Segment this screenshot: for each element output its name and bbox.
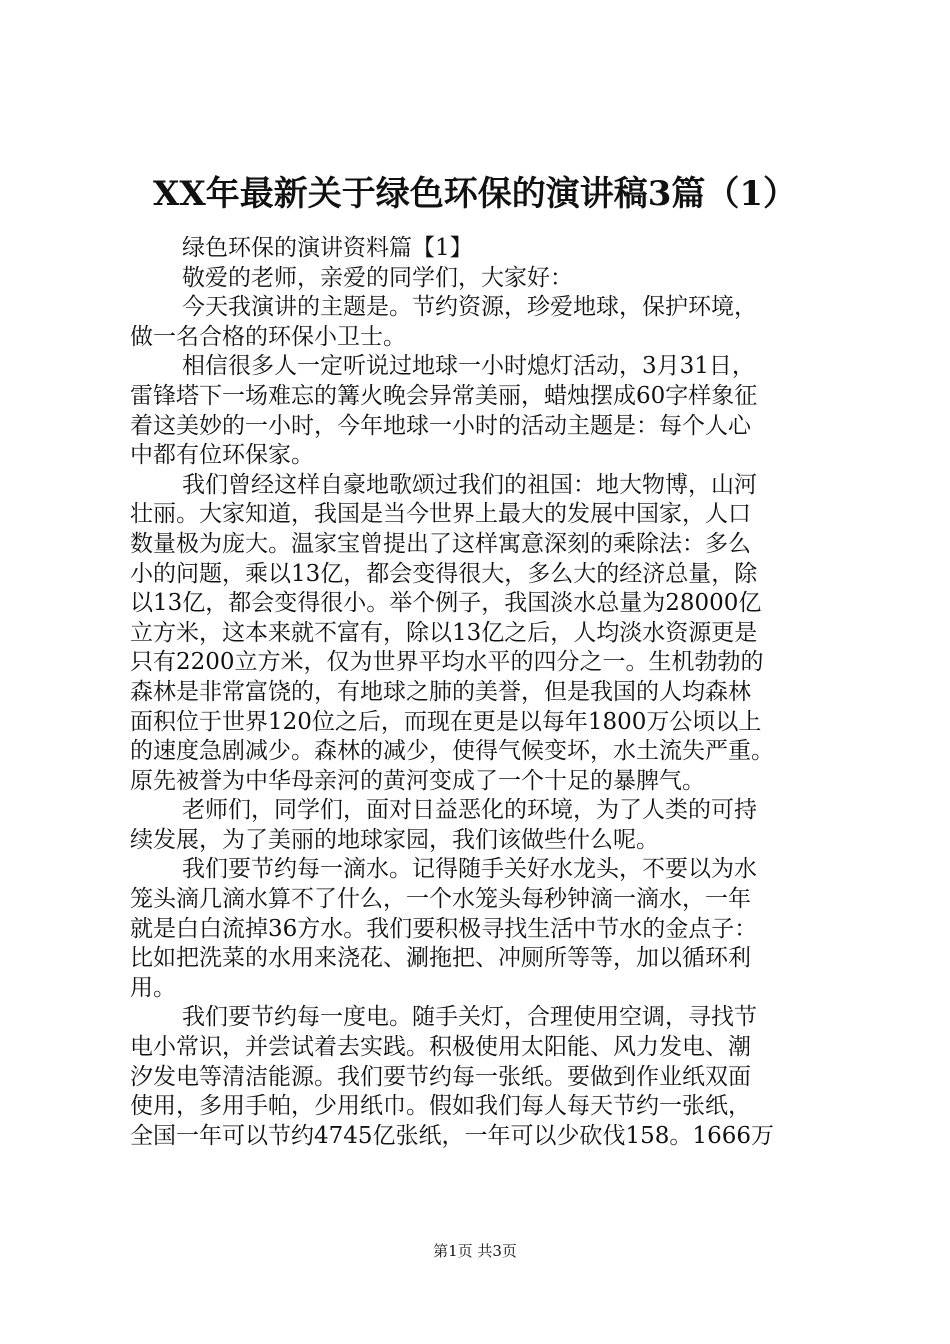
text-line: 立方米，这本来就不富有，除以13亿之后，人均淡水资源更是 (130, 619, 758, 646)
text-line: 我们要节约每一滴水。记得随手关好水龙头，不要以为水 (182, 856, 757, 883)
text-line: 数量极为庞大。温家宝曾提出了这样寓意深刻的乘除法：多么 (130, 530, 751, 557)
text-line: 壮丽。大家知道，我国是当今世界上最大的发展中国家，人口 (130, 501, 751, 528)
text-line: 电小常识，并尝试着去实践。积极使用太阳能、风力发电、潮 (130, 1034, 751, 1061)
text-line: 小的问题，乘以13亿，都会变得很大，多么大的经济总量，除 (130, 560, 758, 587)
text-line: 面积位于世界120位之后，而现在更是以每年1800万公顷以上 (130, 708, 762, 735)
text-line: 雷锋塔下一场难忘的篝火晚会异常美丽，蜡烛摆成60字样象征 (130, 382, 758, 409)
text-line: 相信很多人一定听说过地球一小时熄灯活动，3月31日， (182, 353, 755, 380)
text-line: 老师们，同学们，面对日益恶化的环境，为了人类的可持 (182, 797, 757, 824)
text-line: 中都有位环保家。 (130, 442, 314, 469)
text-line: 以13亿，都会变得很小。举个例子，我国淡水总量为28000亿 (130, 590, 762, 617)
text-line: 做一名合格的环保小卫士。 (130, 323, 406, 350)
text-line: 敬爱的老师，亲爱的同学们，大家好： (182, 264, 573, 291)
page-footer: 第1页 共3页 (433, 1242, 517, 1260)
text-line: 全国一年可以节约4745亿张纸，一年可以少砍伐158。1666万 (130, 1122, 774, 1149)
text-line: 我们要节约每一度电。随手关灯，合理使用空调，寻找节 (182, 1004, 757, 1031)
text-line: 着这美妙的一小时，今年地球一小时的活动主题是：每个人心 (130, 412, 751, 439)
text-line: 笼头滴几滴水算不了什么，一个水笼头每秒钟滴一滴水，一年 (130, 886, 751, 913)
text-line: 原先被誉为中华母亲河的黄河变成了一个十足的暴脾气。 (130, 767, 705, 794)
text-line: 今天我演讲的主题是。节约资源，珍爱地球，保护环境， (182, 294, 757, 321)
text-line: 绿色环保的演讲资料篇【1】 (182, 235, 473, 261)
text-line: 使用，多用手帕，少用纸巾。假如我们每人每天节约一张纸， (130, 1093, 751, 1120)
text-line: 只有2200立方米，仅为世界平均水平的四分之一。生机勃勃的 (130, 649, 764, 676)
text-line: 续发展，为了美丽的地球家园，我们该做些什么呢。 (130, 826, 659, 853)
text-line: 用。 (130, 974, 176, 1001)
text-line: 就是白白流掉36方水。我们要积极寻找生活中节水的金点子： (130, 915, 758, 942)
text-line: 的速度急剧减少。森林的减少，使得气候变坏，水土流失严重。 (130, 738, 774, 765)
text-line: 比如把洗菜的水用来浇花、涮拖把、冲厕所等等，加以循环利 (130, 945, 751, 972)
text-line: 森林是非常富饶的，有地球之肺的美誉，但是我国的人均森林 (130, 678, 751, 705)
document-title: XX年最新关于绿色环保的演讲稿3篇（1） (152, 174, 798, 214)
text-line: 汐发电等清洁能源。我们要节约每一张纸。要做到作业纸双面 (130, 1063, 751, 1090)
text-line: 我们曾经这样自豪地歌颂过我们的祖国：地大物博，山河 (182, 471, 757, 498)
document-body (130, 234, 832, 1151)
